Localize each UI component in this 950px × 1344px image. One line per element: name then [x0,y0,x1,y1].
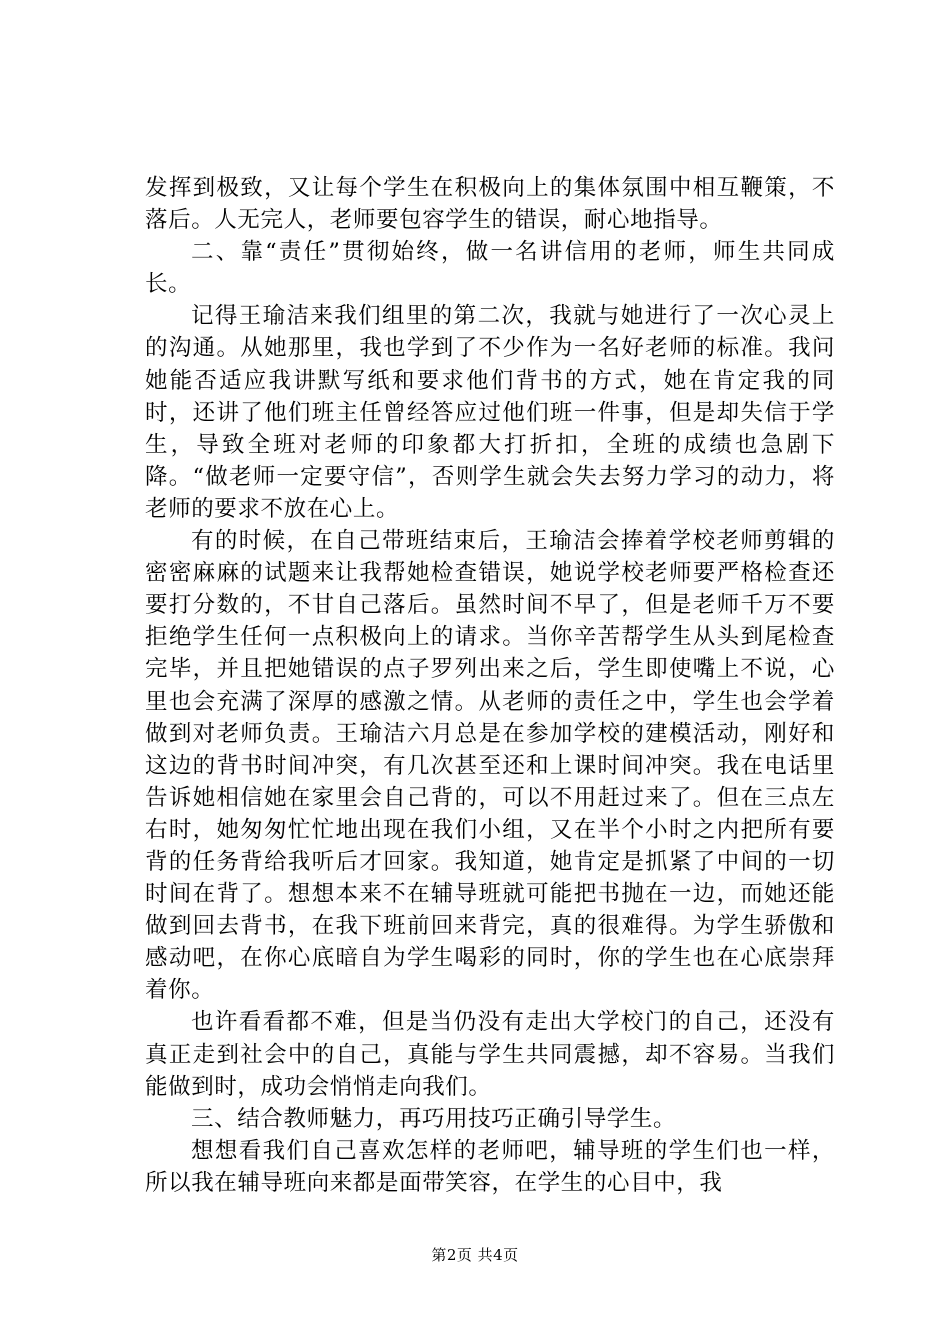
paragraph-5: 也许看看都不难，但是当仍没有走出大学校门的自己，还没有真正走到社会中的自己，真能与学生共同震撼，却不容易。当我们能做到时，成功会悄悄走向我们。 [145,1009,835,1100]
paragraph-4: 有的时候，在自己带班结束后，王瑜洁会捧着学校老师剪辑的密密麻麻的试题来让我帮她检查错误，她说学校老师要严格检查还要打分数的，不甘自己落后。虽然时间不早了，但是老师千万不要拒绝学生任何一点积极向上的请求。当你辛苦帮学生从头到尾检查完毕，并且把她错误的点子罗列出来之后，学生即使嘴上不说，心里也会充满了深厚的感激之情。从老师的责任之中，学生也会学着做到对老师负责。王瑜洁六月总是在参加学校的建模活动，刚好和这边的背书时间冲突，有几次甚至还和上课时间冲突。我在电话里告诉她相信她在家里会自己背的，可以不用赶过来了。但在三点左右时，她匆匆忙忙地出现在我们小组，又在半个小时之内把所有要背的任务背给我听后才回家。我知道，她肯定是抓紧了中间的一切时间在背了。想想本来不在辅导班就可能把书抛在一边，而她还能做到回去背书，在我下班前回来背完，真的很难得。为学生骄傲和感动吧，在你心底暗自为学生喝彩的同时，你的学生也在心底崇拜着你。 [145,528,835,1004]
paragraph-6-heading: 三、结合教师魅力，再巧用技巧正确引导学生。 [191,1105,677,1132]
paragraph-3: 记得王瑜洁来我们组里的第二次，我就与她进行了一次心灵上的沟通。从她那里，我也学到了不少作为一名好老师的标准。我问她能否适应我讲默写纸和要求他们背书的方式，她在肯定我的同时，还讲了他们班主任曾经答应过他们班一件事，但是却失信于学生，导致全班对老师的印象都大打折扣，全班的成绩也急剧下降。“做老师一定要守信”，否则学生就会失去努力学习的动力，将老师的要求不放在心上。 [145,303,835,522]
page-number-footer: 第2页 共4页 [431,1246,519,1264]
paragraph-2-heading: 二、靠“责任”贯彻始终，做一名讲信用的老师，师生共同成长。 [145,239,835,298]
paragraph-1: 发挥到极致，又让每个学生在积极向上的集体氛围中相互鞭策，不落后。人无完人，老师要包容学生的错误，耐心地指导。 [145,175,835,234]
document-body [145,172,835,1199]
paragraph-7: 想想看我们自己喜欢怎样的老师吧，辅导班的学生们也一样，所以我在辅导班向来都是面带笑容，在学生的心目中，我 [145,1137,835,1196]
